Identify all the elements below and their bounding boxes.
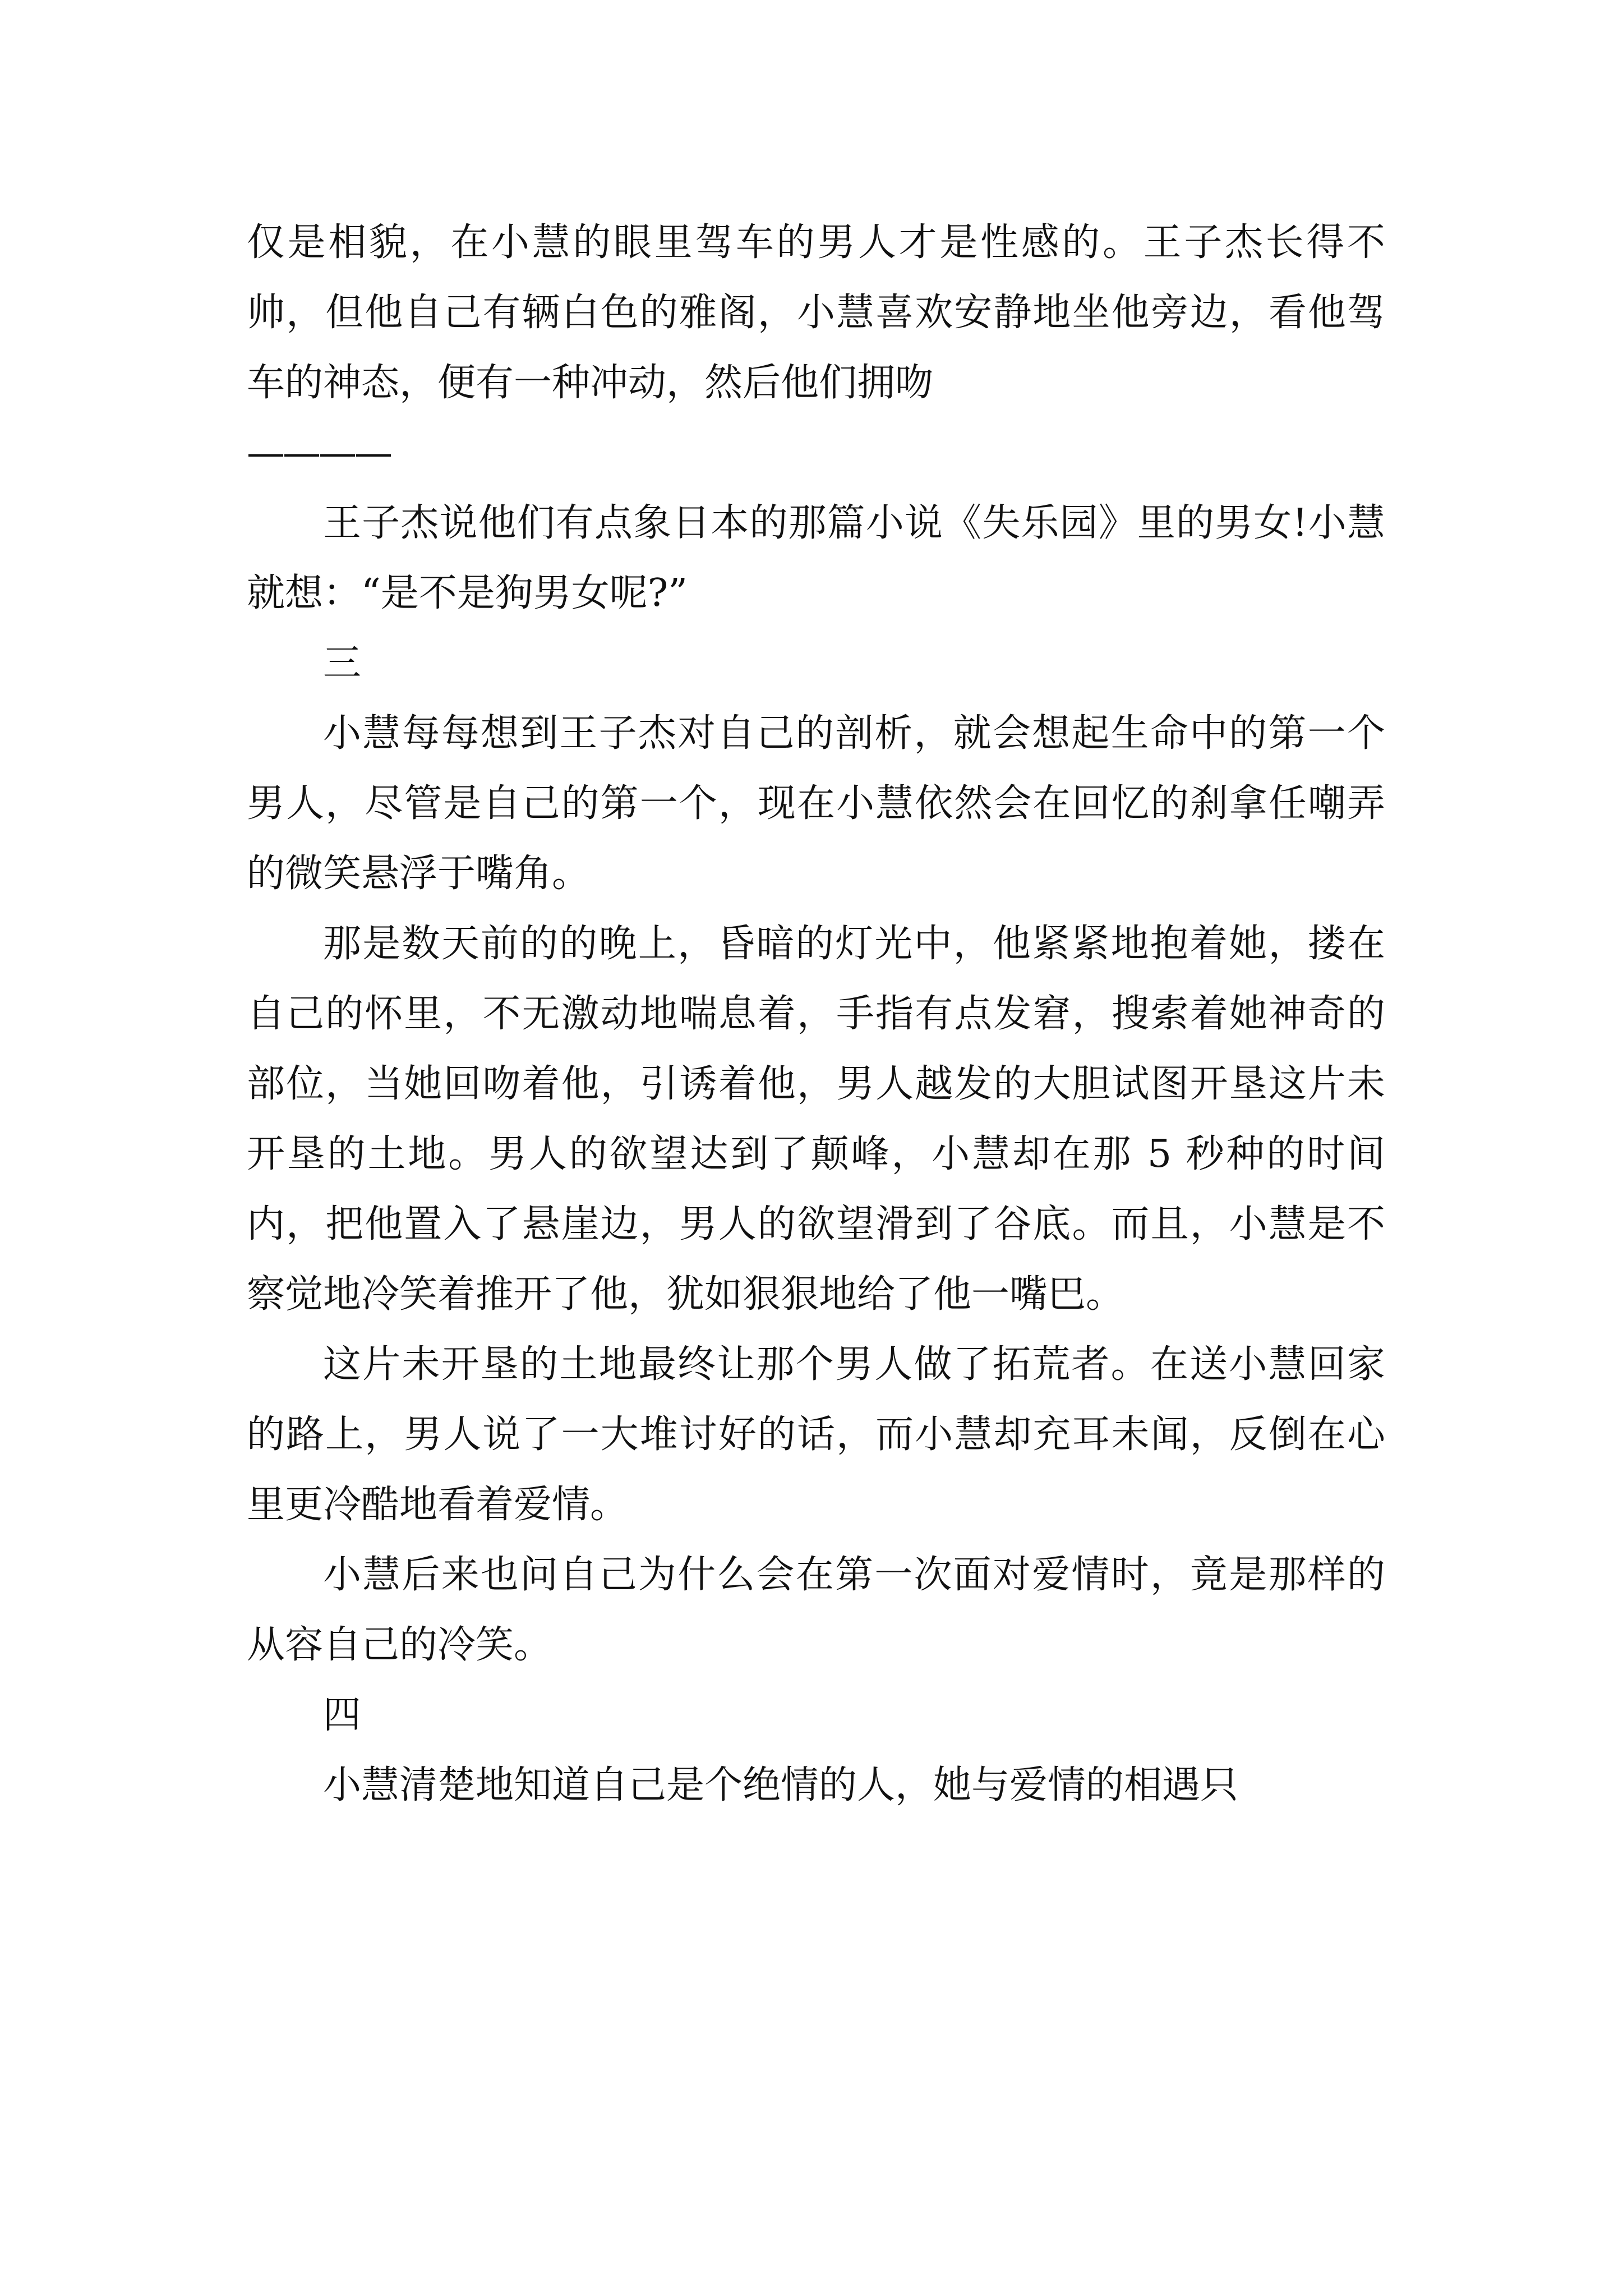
section-heading-three: 三 <box>323 641 362 685</box>
paragraph: 小慧清楚地知道自己是个绝情的人，她与爱情的相遇只 <box>323 1763 1239 1807</box>
paragraph: 王子杰说他们有点象日本的那篇小说《失乐园》里的男女!小慧就想：“是不是狗男女呢?” <box>247 501 1385 615</box>
paragraph: 小慧后来也问自己为什么会在第一次面对爱情时，竟是那样的从容自己的冷笑。 <box>247 1553 1385 1667</box>
body-text <box>247 208 1385 1820</box>
paragraph: 小慧每每想到王子杰对自己的剖析，就会想起生命中的第一个男人，尽管是自己的第一个，现在小慧依然会在回忆的刹拿任嘲弄的微笑悬浮于嘴角。 <box>247 711 1385 896</box>
paragraph: 那是数天前的的晚上，昏暗的灯光中，他紧紧地抱着她，搂在自己的怀里，不无激动地喘息着，手指有点发窘，搜索着她神奇的部位，当她回吻着他，引诱着他，男人越发的大胆试图开垦这片未开垦的土地。男人的欲望达到了颠峰，小慧却在那 5 秒种的时间内，把他置入了悬崖边，男人的欲望滑到了谷底。而且，小慧是不察觉地冷笑着推开了他，犹如狠狠地给了他一嘴巴。 <box>247 922 1385 1317</box>
paragraph-continuation: 仅是相貌，在小慧的眼里驾车的男人才是性感的。王子杰长得不帅，但他自己有辆白色的雅阁，小慧喜欢安静地坐他旁边，看他驾车的神态，便有一种冲动，然后他们拥吻 <box>247 220 1385 405</box>
dash-line: ———— <box>247 431 390 475</box>
section-heading-four: 四 <box>323 1693 362 1737</box>
paragraph: 这片未开垦的土地最终让那个男人做了拓荒者。在送小慧回家的路上，男人说了一大堆讨好的话，而小慧却充耳未闻，反倒在心里更冷酷地看着爱情。 <box>247 1342 1385 1527</box>
